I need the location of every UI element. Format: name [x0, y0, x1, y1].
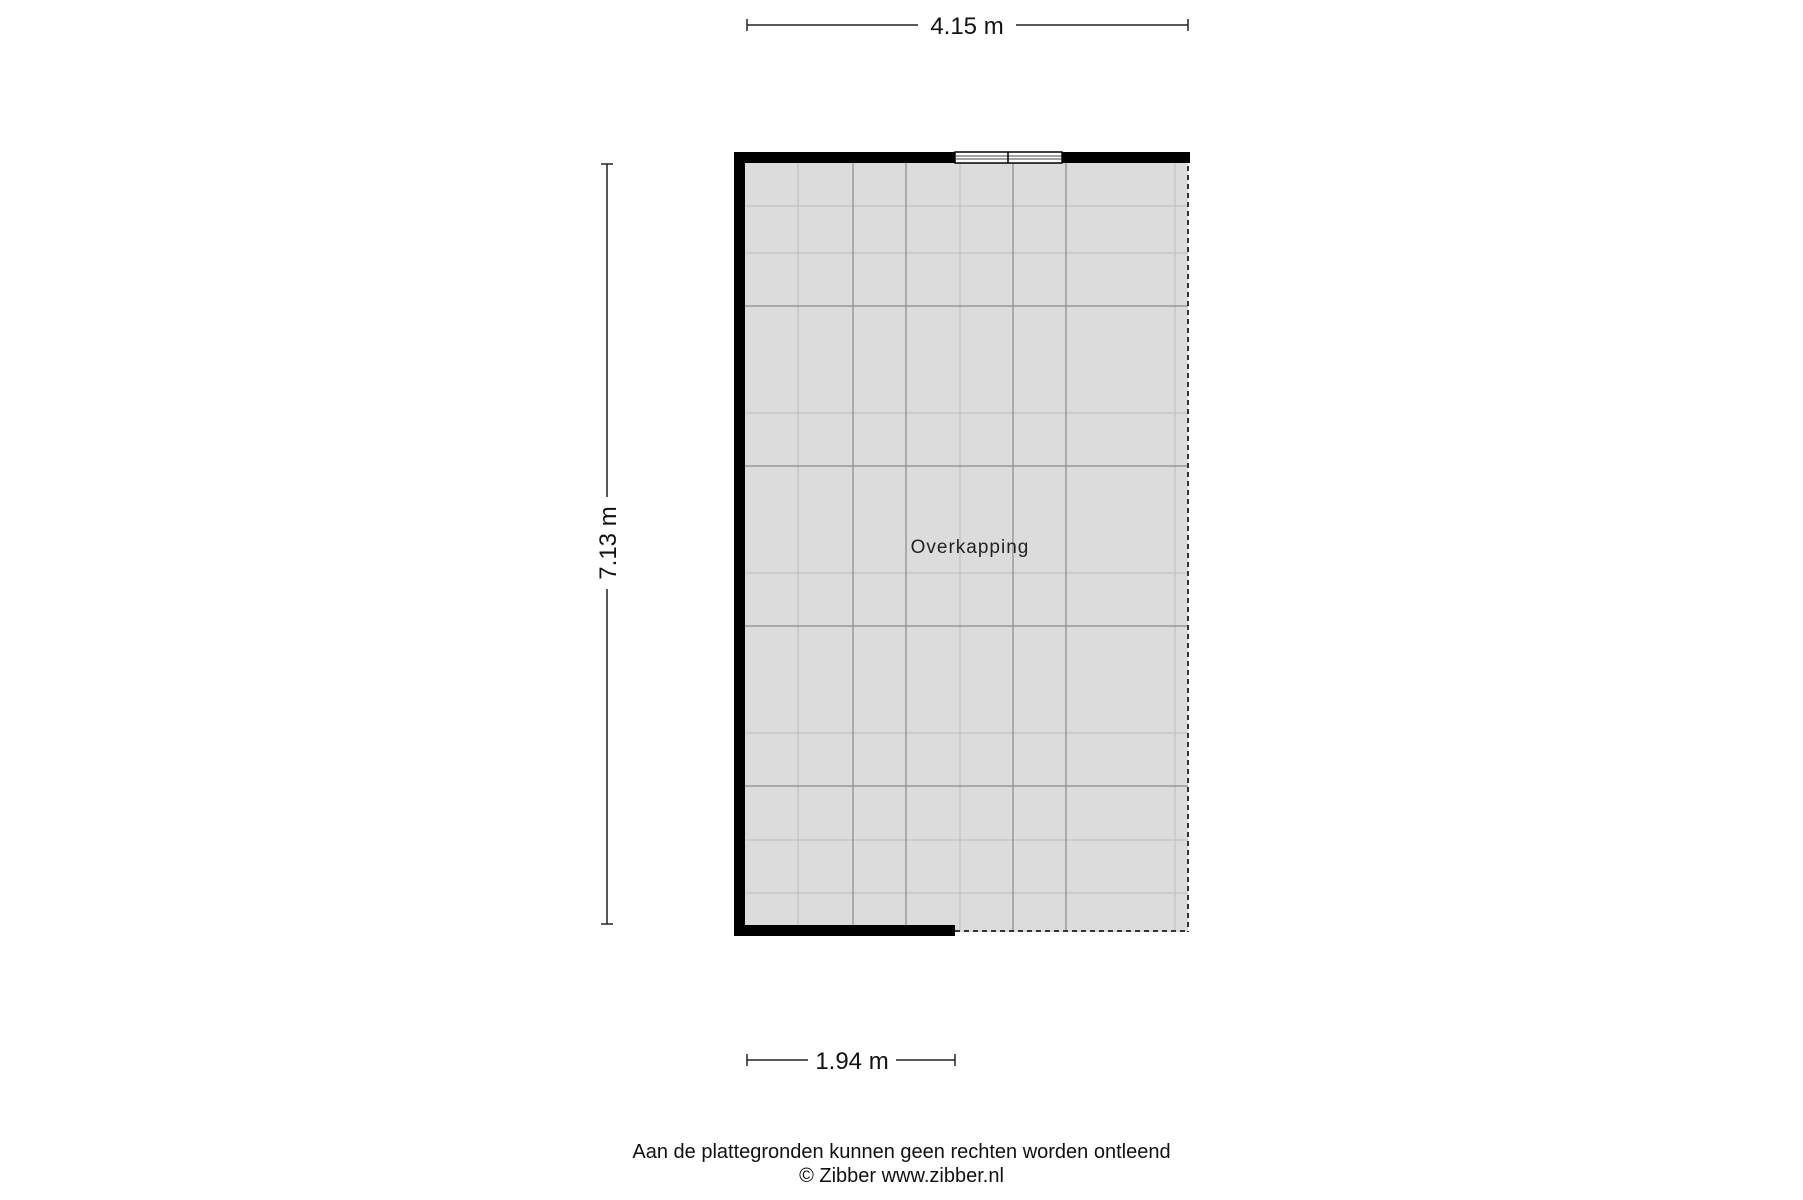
wall-left [734, 152, 745, 936]
dimension-height-left [595, 164, 622, 924]
dimension-opening-bottom [747, 1048, 955, 1075]
dimension-width-top [747, 13, 1188, 40]
dimension-label-height: 7.13 m [595, 506, 622, 580]
dimension-label-opening: 1.94 m [815, 1048, 889, 1075]
footer [0, 1140, 1803, 1188]
window [955, 152, 1062, 163]
dimension-label-width: 4.15 m [930, 13, 1004, 40]
room-label: Overkapping [910, 537, 1030, 558]
footer-disclaimer: Aan de plattegronden kunnen geen rechten worden ontleend [632, 1141, 1171, 1163]
wall-bottom [734, 925, 955, 936]
wall-top-left [734, 152, 955, 163]
footer-copyright: © Zibber www.zibber.nl [799, 1165, 1004, 1187]
wall-top-right [1062, 152, 1190, 163]
